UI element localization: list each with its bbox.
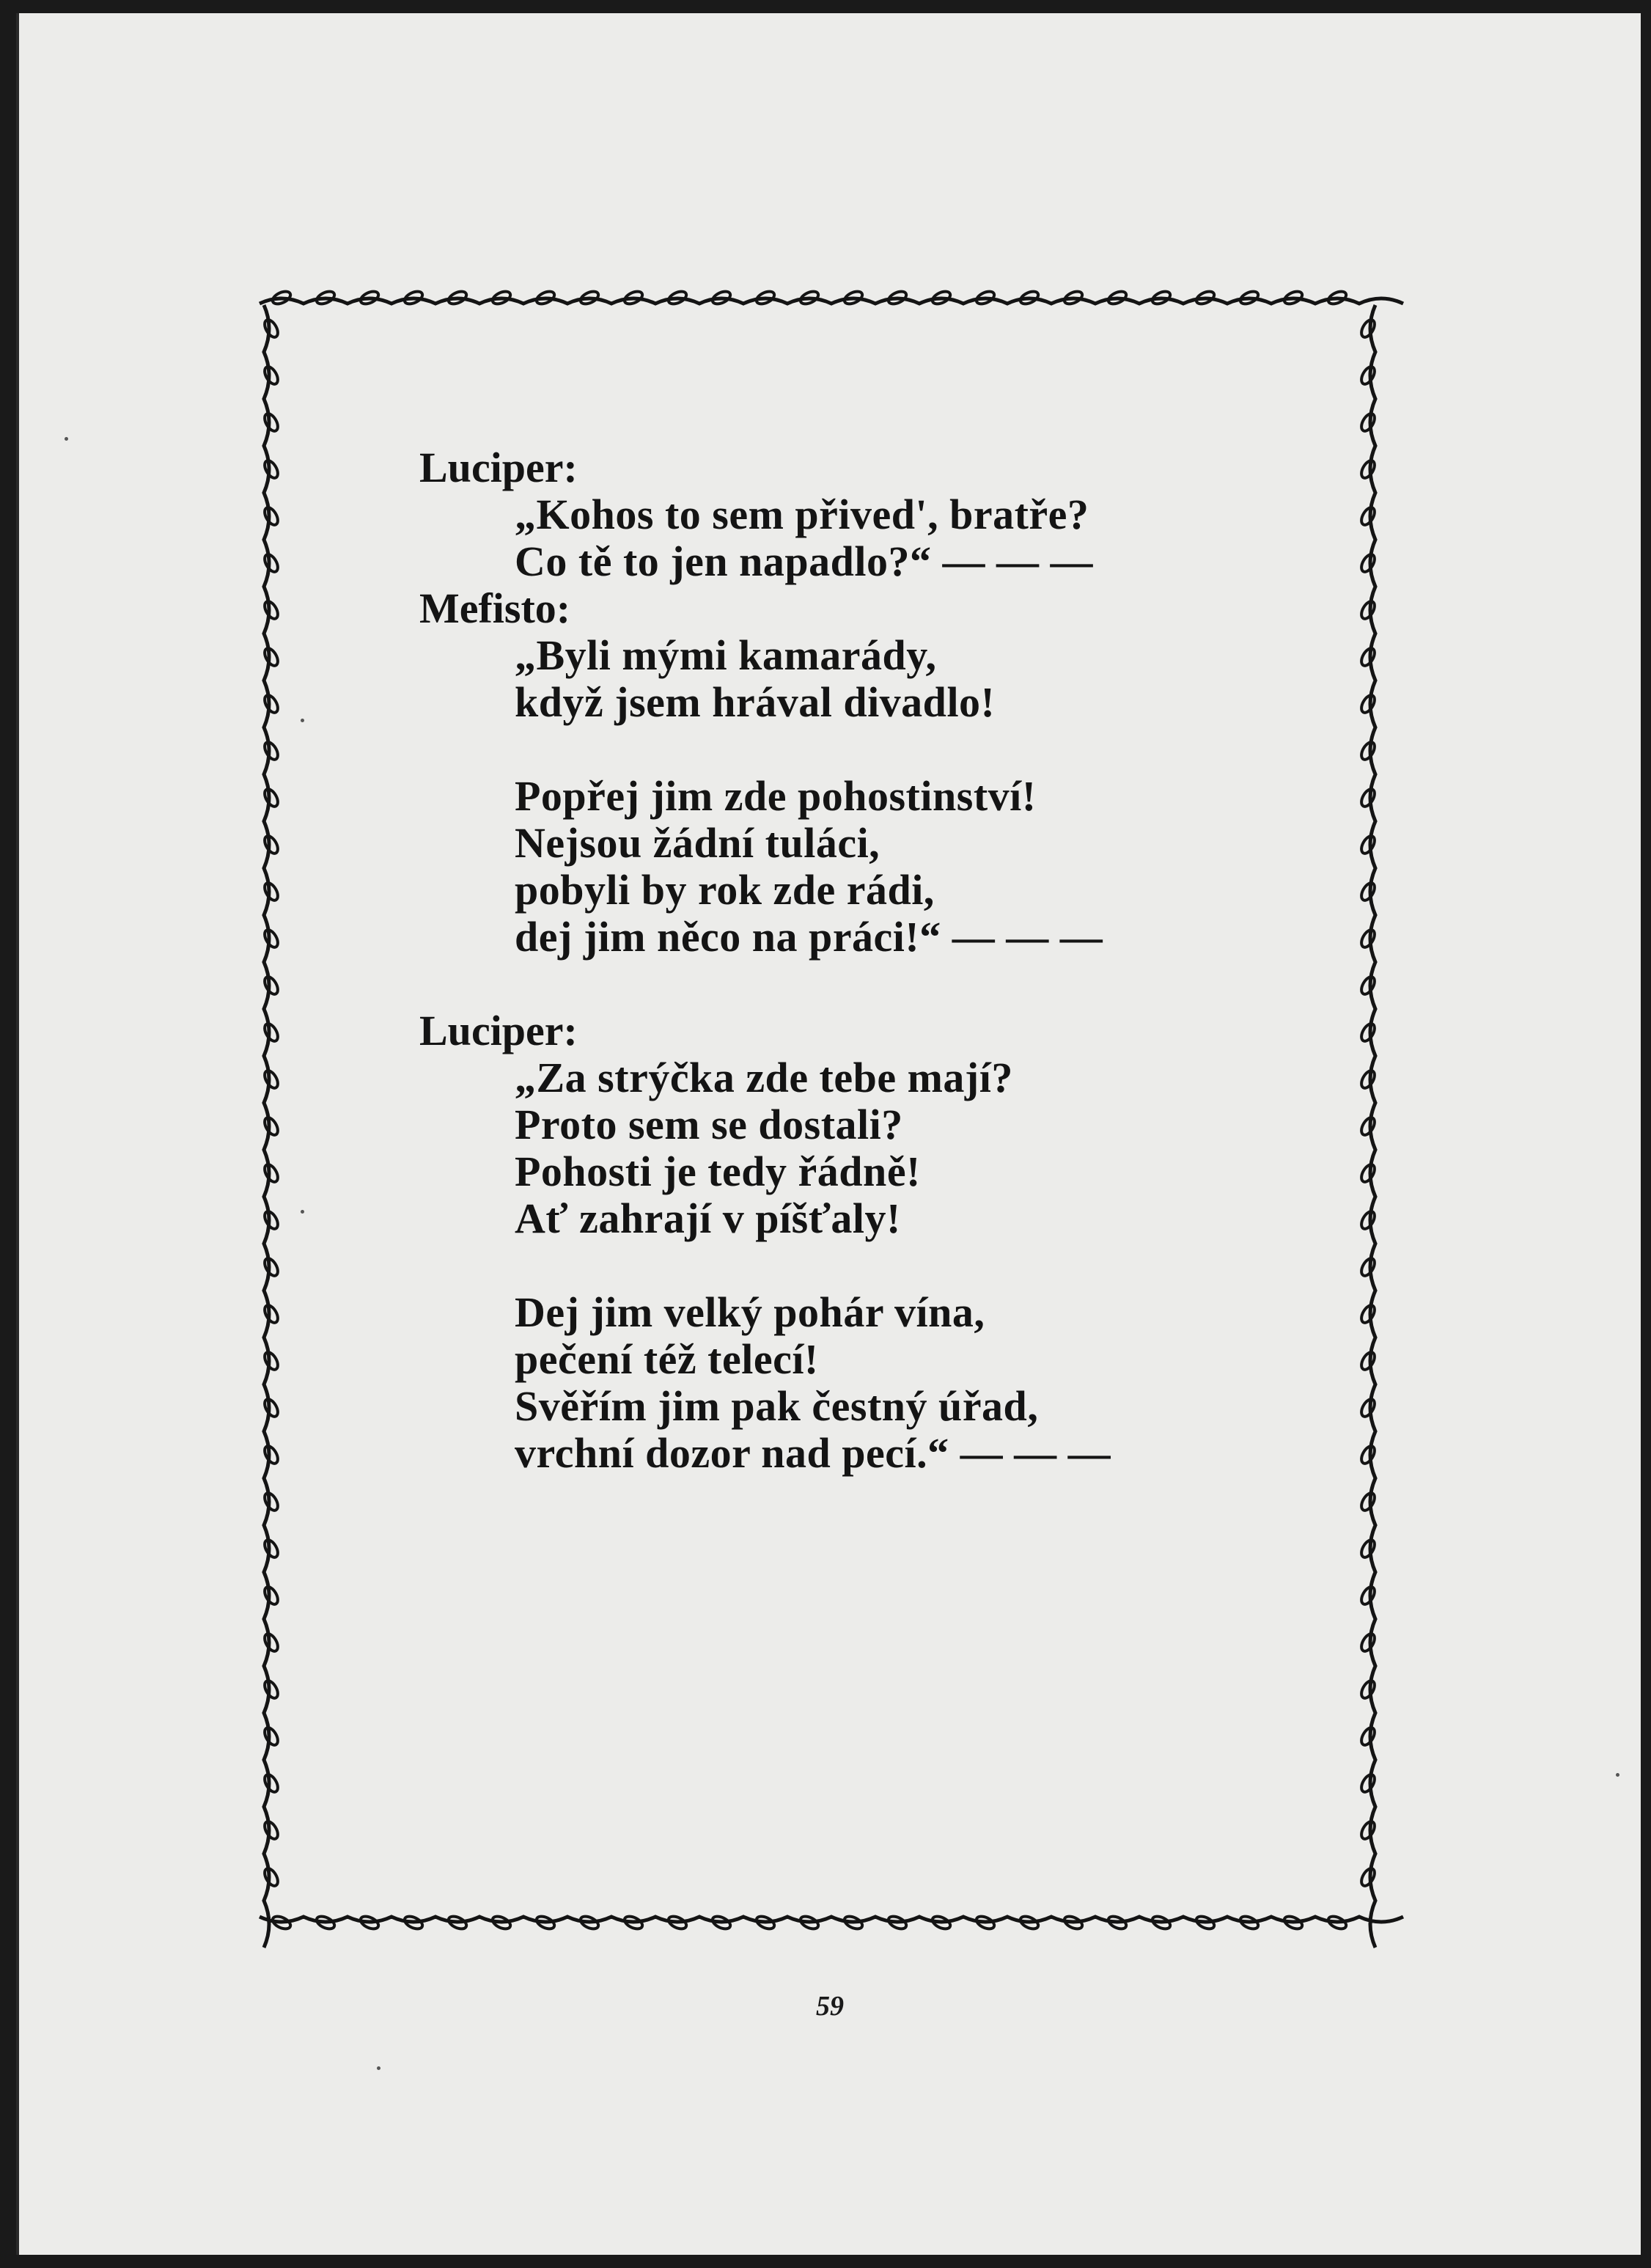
verse-line: Ať zahrají v píšťaly! bbox=[515, 1194, 901, 1242]
verse-line: Dej jim velký pohár vína, bbox=[515, 1288, 985, 1336]
verse-line: vrchní dozor nad pecí.“ — — — bbox=[515, 1429, 1111, 1477]
verse-line: „Za strýčka zde tebe mají? bbox=[515, 1054, 1013, 1101]
scan-speck bbox=[301, 719, 304, 722]
page-number: 59 bbox=[816, 1991, 844, 2022]
speaker-label: Luciper: bbox=[419, 1007, 578, 1054]
poem-text bbox=[419, 444, 1343, 1477]
stanza-gap bbox=[419, 726, 1343, 773]
stanza-gap bbox=[419, 1242, 1343, 1289]
scan-speck bbox=[1616, 1773, 1619, 1777]
verse-line: „Byli mými kamarády, bbox=[515, 631, 937, 679]
verse-line: pobyli by rok zde rádi, bbox=[515, 866, 935, 914]
verse-line: Pohosti je tedy řádně! bbox=[515, 1148, 921, 1195]
stanza-gap bbox=[419, 961, 1343, 1008]
speaker-label: Luciper: bbox=[419, 444, 578, 491]
scan-speck bbox=[301, 1210, 304, 1214]
verse-line: pečení též telecí! bbox=[515, 1335, 819, 1383]
book-page bbox=[16, 13, 1641, 2255]
scan-speck bbox=[377, 2066, 380, 2070]
verse-line: Popřej jim zde pohostinství! bbox=[515, 772, 1037, 820]
verse-line: dej jim něco na práci!“ — — — bbox=[515, 913, 1103, 961]
scan-speck bbox=[65, 437, 68, 441]
verse-line: Proto sem se dostali? bbox=[515, 1101, 903, 1148]
verse-line: Co tě to jen napadlo?“ — — — bbox=[515, 537, 1093, 585]
verse-line: Svěřím jim pak čestný úřad, bbox=[515, 1382, 1039, 1430]
speaker-label: Mefisto: bbox=[419, 584, 571, 632]
verse-line: Nejsou žádní tuláci, bbox=[515, 819, 880, 867]
verse-line: když jsem hrával divadlo! bbox=[515, 678, 996, 726]
verse-line: „Kohos to sem přived', bratře? bbox=[515, 491, 1089, 538]
